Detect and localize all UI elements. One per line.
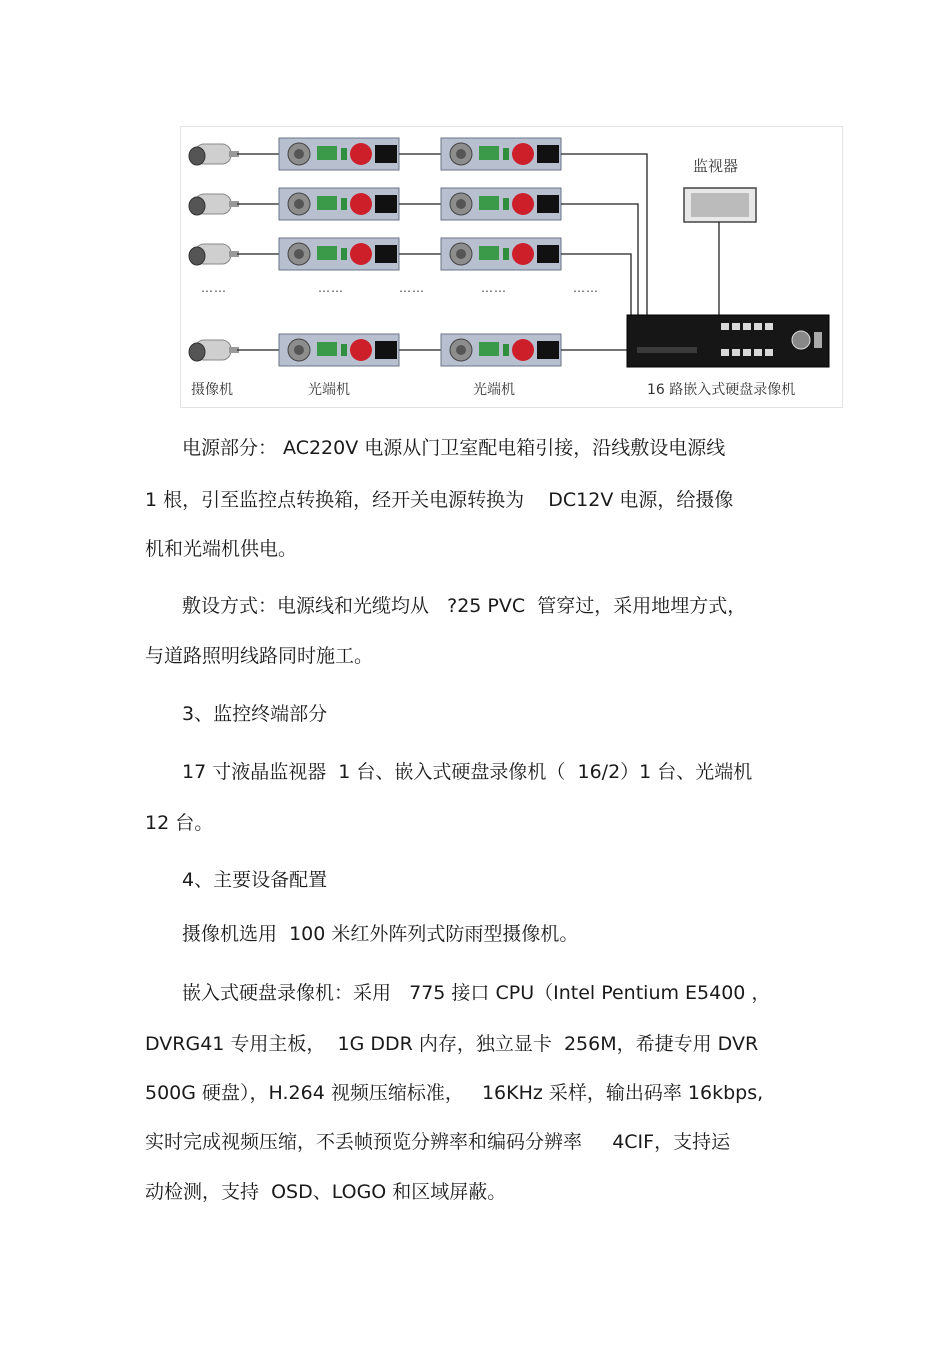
dvr-line-5: 动检测，支持 OSD、LOGO 和区域屏蔽。	[145, 1181, 507, 1203]
system-diagram	[180, 126, 843, 408]
dvr-button-bottom-5	[765, 349, 773, 356]
dvr-label: 16 路嵌入式硬盘录像机	[647, 382, 796, 398]
ellipsis-output: ……	[573, 281, 599, 295]
camera-lens-3	[189, 247, 205, 265]
led-b2	[503, 198, 509, 210]
dvr-power	[814, 332, 822, 348]
dvr-jog-dial	[792, 331, 810, 349]
dvr-button-bottom-4	[754, 349, 762, 356]
display-a1	[375, 145, 397, 163]
fiber-port-b2	[512, 193, 534, 215]
bnc-core-a4	[294, 345, 304, 355]
camera-label: 摄像机	[191, 382, 233, 398]
camera-lens-4	[189, 343, 205, 361]
dvr-button-bottom-1	[721, 349, 729, 356]
ellipsis-optical-1: ……	[318, 281, 344, 295]
display-b4	[537, 341, 559, 359]
bnc-core-b3	[456, 249, 466, 259]
heading-4: 4、主要设备配置	[182, 869, 328, 891]
led-a1	[341, 148, 347, 160]
fiber-port-a1	[350, 143, 372, 165]
laying-line-1: 敷设方式：电源线和光缆均从 ?25 PVC 管穿过，采用地埋方式，	[182, 595, 747, 617]
terminal-line-2: 12 台。	[145, 812, 214, 834]
dvr-button-top-5	[765, 323, 773, 330]
led-b4	[503, 344, 509, 356]
dvr-button-top-4	[754, 323, 762, 330]
monitor-screen	[691, 193, 749, 217]
monitor-label: 监视器	[693, 157, 739, 175]
bnc-core-b1	[456, 149, 466, 159]
display-b3	[537, 245, 559, 263]
heading-3: 3、监控终端部分	[182, 703, 328, 725]
camera-line: 摄像机选用 100 米红外阵列式防雨型摄像机。	[182, 923, 579, 945]
dvr-line-4: 实时完成视频压缩，不丢帧预览分辨率和编码分辨率 4CIF，支持运	[145, 1131, 731, 1153]
dvr-button-top-2	[732, 323, 740, 330]
fiber-port-a3	[350, 243, 372, 265]
dvr-drive-slot	[637, 347, 697, 353]
fiber-port-b1	[512, 143, 534, 165]
led-a2	[341, 198, 347, 210]
dvr-line-1: 嵌入式硬盘录像机：采用 775 接口 CPU（Intel Pentium E5400 ，	[182, 982, 771, 1004]
display-a3	[375, 245, 397, 263]
ellipsis-optical-2: ……	[481, 281, 507, 295]
ellipsis-fiber: ……	[399, 281, 425, 295]
dvr-button-top-3	[743, 323, 751, 330]
terminal-block-a3	[317, 246, 337, 260]
bnc-core-a2	[294, 199, 304, 209]
terminal-block-b2	[479, 196, 499, 210]
terminal-block-a4	[317, 342, 337, 356]
fiber-port-a2	[350, 193, 372, 215]
terminal-line-1: 17 寸液晶监视器 1 台、嵌入式硬盘录像机（ 16/2）1 台、光端机	[182, 761, 753, 783]
bnc-core-b4	[456, 345, 466, 355]
bnc-core-a1	[294, 149, 304, 159]
laying-line-2: 与道路照明线路同时施工。	[145, 645, 374, 667]
display-a2	[375, 195, 397, 213]
dvr-button-top-1	[721, 323, 729, 330]
bnc-core-a3	[294, 249, 304, 259]
terminal-block-b1	[479, 146, 499, 160]
system-diagram-graphic	[181, 127, 844, 409]
power-line-2: 1 根，引至监控点转换箱，经开关电源转换为 DC12V 电源，给摄像	[145, 489, 734, 511]
led-a3	[341, 248, 347, 260]
dvr-button-bottom-2	[732, 349, 740, 356]
camera-lens-2	[189, 197, 205, 215]
terminal-block-b4	[479, 342, 499, 356]
led-b3	[503, 248, 509, 260]
ellipsis-camera: ……	[201, 281, 227, 295]
camera-lens-1	[189, 147, 205, 165]
dvr-line-3: 500G 硬盘），H.264 视频压缩标准， 16KHz 采样，输出码率 16kbps,	[145, 1082, 764, 1104]
optical-transceiver-label-2: 光端机	[473, 382, 515, 398]
led-b1	[503, 148, 509, 160]
dvr-line-2: DVRG41 专用主板， 1G DDR 内存，独立显卡 256M，希捷专用 DVR	[145, 1033, 759, 1055]
fiber-port-b4	[512, 339, 534, 361]
power-line-3: 机和光端机供电。	[145, 538, 298, 560]
cable-out-2	[561, 204, 638, 315]
terminal-block-a2	[317, 196, 337, 210]
display-a4	[375, 341, 397, 359]
terminal-block-b3	[479, 246, 499, 260]
bnc-core-b2	[456, 199, 466, 209]
fiber-port-b3	[512, 243, 534, 265]
led-a4	[341, 344, 347, 356]
display-b1	[537, 145, 559, 163]
optical-transceiver-label-1: 光端机	[308, 382, 350, 398]
fiber-port-a4	[350, 339, 372, 361]
power-line-1: 电源部分： AC220V 电源从门卫室配电箱引接，沿线敷设电源线	[182, 437, 726, 459]
terminal-block-a1	[317, 146, 337, 160]
display-b2	[537, 195, 559, 213]
dvr-button-bottom-3	[743, 349, 751, 356]
